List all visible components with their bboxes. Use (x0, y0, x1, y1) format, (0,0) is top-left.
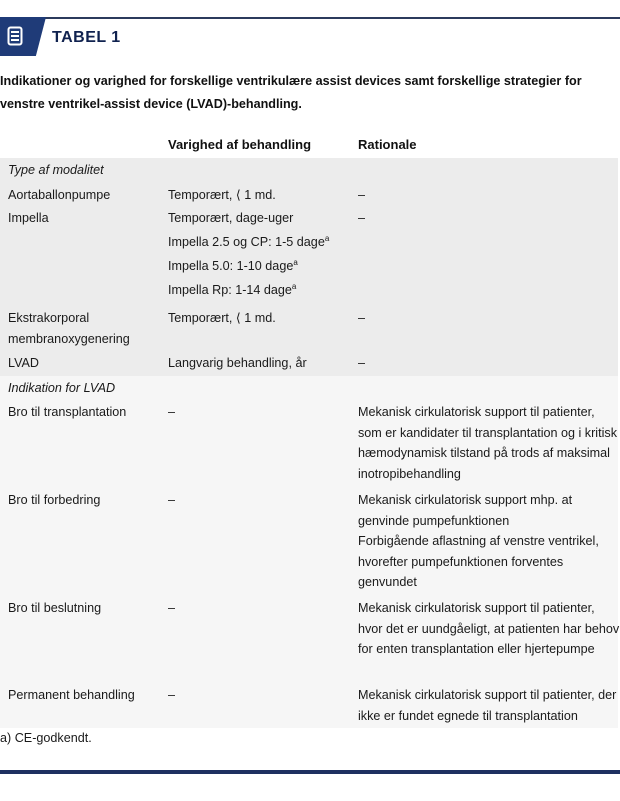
row-rationale: – (358, 188, 366, 202)
row-name: Bro til transplantation (8, 405, 127, 419)
footnote-marker: a (293, 257, 298, 267)
footnote: a) CE-godkendt. (0, 731, 92, 745)
row-duration: – (168, 405, 176, 419)
row-duration: – (168, 688, 176, 702)
row-rationale: Mekanisk cirkulatorisk support mhp. at genvinde pumpefunktionen (358, 493, 573, 528)
bottom-rule (0, 770, 620, 774)
footnote-marker: a (324, 233, 330, 243)
footnote-marker: a (291, 281, 297, 291)
row-name: Impella (8, 211, 49, 225)
column-header-rationale: Rationale (358, 137, 417, 152)
section-heading: Indikation for LVAD (8, 381, 116, 395)
table-caption: Indikationer og varighed for forskellige ventrikulære assist devices samt forskellige strategier for venstre ventrikel-assist device (LVAD)-behandling. (0, 74, 582, 111)
document-list-icon (7, 26, 23, 46)
table-title: TABEL 1 (52, 29, 121, 46)
row-rationale: Mekanisk cirkulatorisk support til patienter, som er kandidater til transplantation og i kritisk hæmodynamisk tilstand på trods af maksimal inotropibehandling (358, 405, 617, 481)
section-heading: Type af modalitet (8, 163, 104, 177)
row-duration-detail (168, 256, 353, 277)
row-duration: Temporært, ⟨ 1 md. (168, 311, 276, 325)
row-name: LVAD (8, 356, 40, 370)
row-name: Permanent behandling (8, 688, 135, 702)
duration-text: Impella 5.0: 1-10 dage (168, 259, 294, 273)
row-duration: Temporært, ⟨ 1 md. (168, 188, 276, 202)
row-name: Ekstrakorporal membranoxygenering (8, 311, 130, 346)
section-modality (0, 158, 618, 376)
row-rationale: – (358, 356, 366, 370)
row-name: Aortaballonpumpe (8, 188, 111, 202)
row-rationale: – (358, 311, 366, 325)
row-rationale-extra: Forbigående aflastning af venstre ventrikel, hvorefter pumpefunktionen forventes genvundet (358, 534, 599, 590)
row-name: Bro til beslutning (8, 601, 102, 615)
row-rationale: Mekanisk cirkulatorisk support til patienter, hvor det er uundgåeligt, at patienten har behov for enten transplantation eller hjertepumpe (358, 601, 620, 657)
row-duration: Temporært, dage-uger (168, 211, 294, 225)
duration-text: Impella Rp: 1-14 dage (168, 283, 292, 297)
row-name: Bro til forbedring (8, 493, 101, 507)
duration-text: Impella 2.5 og CP: 1-5 dage (168, 235, 325, 249)
row-duration-detail (168, 280, 353, 301)
row-duration: – (168, 493, 176, 507)
row-duration: – (168, 601, 176, 615)
row-rationale: – (358, 211, 366, 225)
table-header (0, 134, 620, 158)
row-rationale: Mekanisk cirkulatorisk support til patienter, der ikke er fundet egnede til transplantation (358, 688, 617, 723)
row-duration-detail (168, 232, 353, 253)
table-badge (0, 17, 46, 56)
row-duration: Langvarig behandling, år (168, 356, 307, 370)
section-lvad-indication (0, 376, 618, 728)
top-rule (40, 17, 620, 19)
column-header-duration: Varighed af behandling (168, 137, 312, 152)
